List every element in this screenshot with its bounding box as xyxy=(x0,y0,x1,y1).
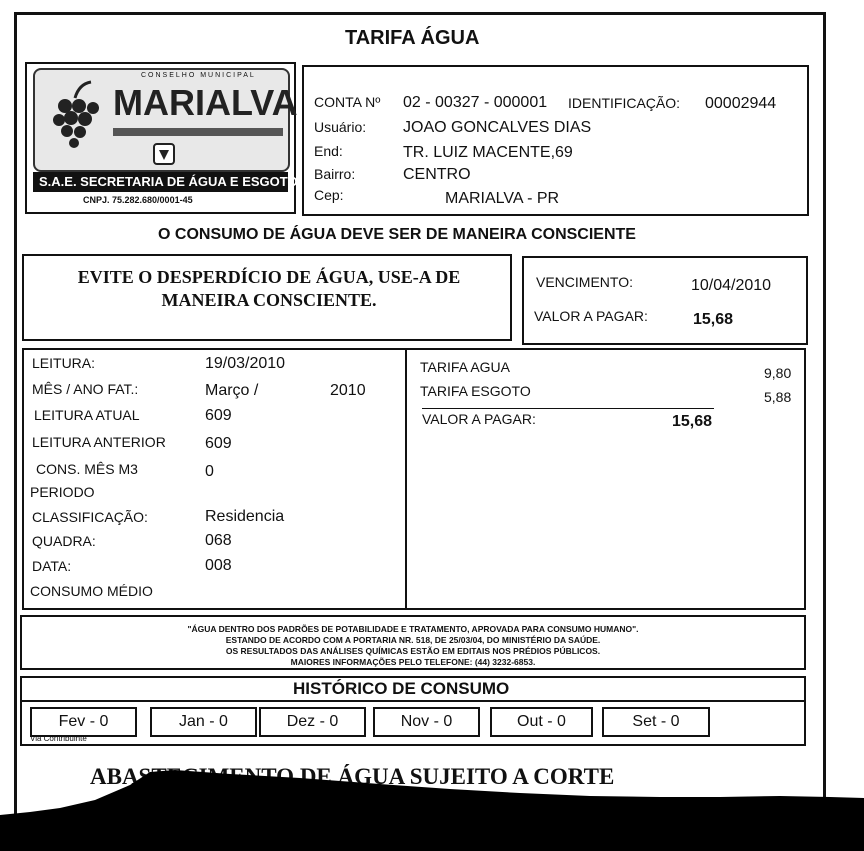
quadra-label: QUADRA: xyxy=(32,533,96,549)
logo-cnpj: CNPJ. 75.282.680/0001-45 xyxy=(83,195,193,205)
history-title: HISTÓRICO DE CONSUMO xyxy=(293,679,510,698)
end-label: End: xyxy=(314,143,343,159)
leitura-anterior-value: 609 xyxy=(205,435,232,452)
vencimento-label: VENCIMENTO: xyxy=(536,274,633,290)
tarifa-agua-label: TARIFA AGUA xyxy=(420,359,510,375)
leitura-atual-label: LEITURA ATUAL xyxy=(34,407,140,423)
classificacao-value: Residencia xyxy=(205,508,285,525)
history-item-dez: Dez - 0 xyxy=(259,707,366,737)
leitura-value: 19/03/2010 xyxy=(205,355,286,372)
data-value: 008 xyxy=(205,557,232,574)
tarifa-esgoto-value: 5,88 xyxy=(764,389,792,405)
cons-mes-value: 0 xyxy=(205,463,214,480)
usuario-label: Usuário: xyxy=(314,119,367,135)
total-value: 15,68 xyxy=(672,413,713,430)
consciente-banner: O CONSUMO DE ÁGUA DEVE SER DE MANEIRA CONSCIENTE xyxy=(158,226,636,243)
tarifa-agua-value: 9,80 xyxy=(764,365,792,381)
page-title: TARIFA ÁGUA xyxy=(345,27,480,49)
end-value: TR. LUIZ MACENTE,69 xyxy=(403,144,573,161)
evite-line-1: EVITE O DESPERDÍCIO DE ÁGUA, USE-A DE xyxy=(77,267,461,287)
classificacao-label: CLASSIFICAÇÃO: xyxy=(32,509,148,525)
footer-warning: ABASTECIMENTO DE ÁGUA SUJEITO A CORTE xyxy=(90,764,615,789)
evite-line-2: MANEIRA CONSCIENTE. xyxy=(161,290,377,310)
quadra-value: 068 xyxy=(205,532,232,549)
identificacao-label: IDENTIFICAÇÃO: xyxy=(568,95,681,111)
conta-value: 02 - 00327 - 000001 xyxy=(403,94,548,111)
notice-line-3: OS RESULTADOS DAS ANÁLISES QUÍMICAS ESTÃO EM EDITAIS NOS PRÉDIOS PÚBLICOS. xyxy=(225,646,601,656)
cep-label: Cep: xyxy=(314,187,344,203)
mes-ano-label: MÊS / ANO FAT.: xyxy=(32,381,139,397)
notice-line-1: "ÁGUA DENTRO DOS PADRÕES DE POTABILIDADE E TRATAMENTO, APROVADA PARA CONSUMO HUMANO". xyxy=(187,624,639,634)
conta-label: CONTA Nº xyxy=(314,94,381,110)
leitura-anterior-label: LEITURA ANTERIOR xyxy=(32,434,166,450)
identificacao-value: 00002944 xyxy=(705,95,777,112)
valor-label: VALOR A PAGAR: xyxy=(534,308,648,324)
history-item-jan: Jan - 0 xyxy=(150,707,257,737)
consumo-medio-label: CONSUMO MÉDIO xyxy=(30,583,153,599)
valor-value: 15,68 xyxy=(693,311,734,328)
cons-mes-label: CONS. MÊS M3 xyxy=(36,461,138,477)
bairro-value: CENTRO xyxy=(403,166,471,183)
data-label: DATA: xyxy=(32,558,72,574)
leitura-atual-value: 609 xyxy=(205,407,232,424)
mes-value: Março / xyxy=(205,382,259,399)
logo-name: MARIALVA xyxy=(113,82,298,123)
vencimento-value: 10/04/2010 xyxy=(691,277,772,294)
history-item-set: Set - 0 xyxy=(602,707,710,737)
history-item-fev: Fev - 0 xyxy=(30,707,137,737)
cep-value: MARIALVA - PR xyxy=(445,190,560,207)
tarifa-esgoto-label: TARIFA ESGOTO xyxy=(420,383,531,399)
total-label: VALOR A PAGAR: xyxy=(422,411,536,427)
via-contribuinte: Via Contribuinte xyxy=(30,734,87,743)
logo-top-text: CONSELHO MUNICIPAL xyxy=(141,72,256,79)
logo-banner-text: S.A.E. SECRETARIA DE ÁGUA E ESGOTO xyxy=(39,174,298,189)
usuario-value: JOAO GONCALVES DIAS xyxy=(403,119,592,136)
notice-line-2: ESTANDO DE ACORDO COM A PORTARIA NR. 518, DE 25/03/04, DO MINISTÉRIO DA SAÚDE. xyxy=(225,635,601,645)
history-item-nov: Nov - 0 xyxy=(373,707,480,737)
bairro-label: Bairro: xyxy=(314,166,356,182)
periodo-label: PERIODO xyxy=(30,484,95,500)
leitura-label: LEITURA: xyxy=(32,355,96,371)
notice-line-4: MAIORES INFORMAÇÕES PELO TELEFONE: (44) 3232-6853. xyxy=(290,657,536,667)
ano-value: 2010 xyxy=(330,382,366,399)
history-item-out: Out - 0 xyxy=(490,707,593,737)
